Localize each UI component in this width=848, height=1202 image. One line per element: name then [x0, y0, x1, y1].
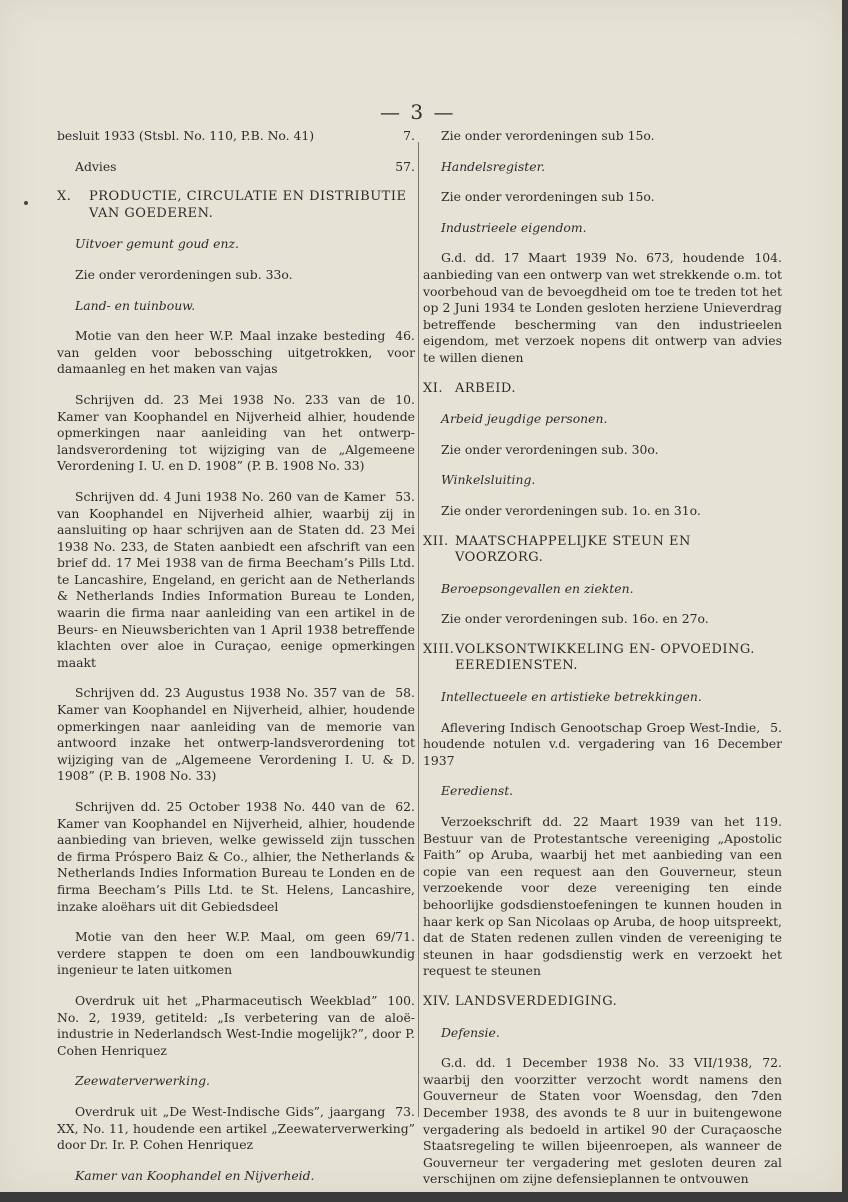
entry-text: Verzoekschrift dd. 22 Maart 1939 van het Bestuur van de Protestantsche vereeniging „Apostolic Faith” op Aruba, waarbij het met aanbieding van een copie van een request aan den Gouverneur, steun verzoekende voor deze vereeniging ten einde behoorlijke godsdienstoefeningen te kunnen houden in haar kerk op San Nicolaas op Aruba, de hoop uitspreekt, dat de Staten redenen zullen vinden de vereeniging te steunen in haar godsdienstig werk en verzoekt het request te steunen	[423, 814, 782, 979]
entry-text: Schrijven dd. 23 Mei 1938 No. 233 van de Kamer van Koophandel en Nijverheid alhier, houdende opmerkingen naar aanleiding van het ontwerp-landsverordening tot wijziging van de „Algemeene Verordening I. U. en D. 1908” (P. B. 1908 No. 33)	[57, 391, 415, 474]
entry	[423, 250, 782, 366]
entry-reference-number: 72.	[762, 1055, 782, 1071]
entry	[75, 159, 415, 176]
section-numeral: XI.	[423, 380, 444, 396]
subheading: Intellectueele en artistieke betrekkingen.	[441, 689, 702, 705]
entry-text: G.d. dd. 1 December 1938 No. 33 VII/1938, waarbij den voorzitter verzocht wordt namens den Gouverneur de Staten voor Woensdag, den 7den December 1938, des avonds te 8 uur in buitengewone vergadering als bedoeld in artikel 90 der Curaçaosche Staatsregeling te willen bijeenroepen, als wanneer de Gouverneur ter vergadering met gesloten deuren zal verschijnen om zijne defensieplannen te ontvouwen	[423, 1055, 782, 1187]
section-numeral: XII.	[423, 533, 449, 549]
entry	[57, 799, 415, 915]
subheading: Arbeid jeugdige personen.	[441, 411, 608, 427]
entry	[57, 328, 415, 378]
entry-text: Motie van den heer W.P. Maal, om geen verdere stappen te doen om een landbouwkundig ingenieur te laten uitkomen	[57, 929, 415, 978]
entry-text: Aflevering Indisch Genootschap Groep West-Indie, houdende notulen v.d. vergadering van 16 December 1937	[423, 719, 782, 768]
entry-text: Overdruk uit het „Pharmaceutisch Weekblad” No. 2, 1939, getiteld: „Is verbetering van de aloë-industrie in Nederlandsch West-Indie mogelijk?”, door P. Cohen Henriquez	[57, 992, 415, 1058]
entry	[423, 720, 782, 770]
entry	[441, 503, 782, 520]
entry	[441, 189, 782, 206]
entry-text: Overdruk uit „De West-Indische Gids”, jaargang XX, No. 11, houdende een artikel „Zeewaterverwerking” door Dr. Ir. P. Cohen Henriquez	[57, 1103, 415, 1153]
entry	[423, 1055, 782, 1188]
entry	[57, 685, 415, 785]
entry-text: Zie onder verordeningen sub. 33o.	[75, 266, 293, 282]
entry-reference-number: 53.	[395, 488, 415, 504]
subheading: Zeewaterverwerking.	[75, 1073, 210, 1089]
section-title: VOLKSONTWIKKELING EN- OPVOEDING. EEREDIENSTEN.	[455, 641, 755, 674]
section-title: MAATSCHAPPELIJKE STEUN EN VOORZORG.	[455, 533, 691, 566]
entry-reference-number: 100.	[387, 992, 415, 1008]
subheading: Winkelsluiting.	[441, 472, 536, 488]
entry-text: Schrijven dd. 4 Juni 1938 No. 260 van de Kamer van Koophandel en Nijverheid alhier, waarbij zij in aansluiting op haar schrijven aan de Staten dd. 23 Mei 1938 No. 233, de Staten aanbiedt een afschrift van een brief dd. 17 Mei 1938 van de firma Beecham’s Pills Ltd. te Lancashire, Engeland, en gericht aan de Netherlands & Netherlands Indies Information Bureau te Londen, waarin die firma naar aanleiding van een artikel in de Beurs- en Nieuwsberichten van 1 April 1938 betreffende klachten over aloe in Curaçao, eenige opmerkingen maakt	[57, 488, 415, 670]
entry-text: Motie van den heer W.P. Maal inzake besteding van gelden voor bebossching uitgetrokken, voor damaanleg en het maken van vajas	[57, 328, 415, 377]
entry	[75, 267, 415, 284]
entry-reference-number: 58.	[395, 685, 415, 701]
subheading: Uitvoer gemunt goud enz.	[75, 236, 239, 252]
section-numeral: XIII.	[423, 641, 455, 657]
subheading: Eeredienst.	[441, 783, 514, 799]
entry	[441, 442, 782, 459]
entry-text: Zie onder verordeningen sub. 30o.	[441, 441, 659, 457]
subheading: Defensie.	[441, 1024, 500, 1040]
section-heading	[423, 994, 782, 1011]
entry-text: Schrijven dd. 25 October 1938 No. 440 van de Kamer van Koophandel en Nijverheid, alhier, houdende aanbieding van brieven, welke gewisseld zijn tusschen de firma Próspero Baiz & Co., alhier, the Netherlands & Netherlands Indies Information Bureau te Londen en de firma Beecham’s Pills Ltd. te St. Helens, Lancashire, inzake aloëhars uit dit Gebiedsdeel	[57, 799, 415, 914]
section-title: PRODUCTIE, CIRCULATIE EN DISTRIBUTIE VAN GOEDEREN.	[89, 189, 407, 221]
entry-text: Zie onder verordeningen sub 15o.	[441, 189, 655, 205]
entry-reference-number: 10.	[395, 391, 415, 407]
column-divider	[418, 142, 419, 1117]
entry	[423, 814, 782, 980]
section-title: ARBEID.	[455, 380, 516, 396]
entry-reference-number: 104.	[754, 250, 782, 266]
left-column	[57, 128, 415, 1198]
entry-reference-number: 73.	[395, 1103, 415, 1119]
entry-text: Zie onder verordeningen sub. 16o. en 27o.	[441, 611, 709, 627]
section-heading	[423, 381, 782, 398]
margin-mark	[24, 201, 28, 205]
entry-reference-number: 5.	[770, 719, 782, 735]
subheading: Industrieele eigendom.	[441, 219, 587, 235]
section-numeral: XIV.	[423, 993, 451, 1009]
entry	[57, 392, 415, 475]
subheading: Beroepsongevallen en ziekten.	[441, 580, 634, 596]
entry-text: Zie onder verordeningen sub 15o.	[441, 128, 655, 143]
section-heading	[423, 642, 782, 675]
entry-reference-number: 69/71.	[375, 929, 415, 945]
subheading: Land- en tuinbouw.	[75, 297, 196, 313]
entry-text: besluit 1933 (Stsbl. No. 110, P.B. No. 41)	[57, 128, 315, 143]
entry	[57, 993, 415, 1059]
entry-text: Zie onder verordeningen sub. 1o. en 31o.	[441, 502, 701, 518]
subheading: Handelsregister.	[441, 158, 546, 174]
section-heading	[57, 189, 415, 222]
entry-reference-number: 119.	[754, 814, 782, 830]
entry-text: Schrijven dd. 23 Augustus 1938 No. 357 van de Kamer van Koophandel en Nijverheid, alhier, houdende opmerkingen naar aanleiding van de memorie van antwoord inzake het ontwerp-landsverordening tot wijziging van de „Algemeene Verordening I. U. & D. 1908” (P. B. 1908 No. 33)	[57, 685, 415, 784]
entry-text: Advies	[75, 158, 117, 174]
section-title: LANDSVERDEDIGING.	[455, 993, 618, 1009]
entry	[57, 929, 415, 979]
right-column	[423, 128, 782, 1202]
entry	[57, 489, 415, 672]
entry	[441, 128, 782, 145]
section-heading	[423, 534, 782, 567]
entry	[441, 611, 782, 628]
subheading: Kamer van Koophandel en Nijverheid.	[75, 1167, 315, 1183]
entry-reference-number: 46.	[395, 328, 415, 344]
entry-reference-number: 57.	[395, 158, 415, 174]
entry	[57, 1104, 415, 1154]
section-numeral: X.	[57, 189, 72, 205]
entry-reference-number: 62.	[395, 799, 415, 814]
entry	[57, 128, 415, 145]
entry-reference-number: 7.	[403, 128, 415, 143]
entry-text: G.d. dd. 17 Maart 1939 No. 673, houdende aanbieding van een ontwerp van wet strekkende o.m. tot voorbehoud van de bevoegdheid om toe te treden tot het op 2 Juni 1934 te Londen gesloten herziene Unieverdrag betreffende bescherming van den industrieelen eigendom, met verzoek nopens dit ontwerp van advies te willen dienen	[423, 250, 782, 365]
page-number: — 3 —	[380, 100, 456, 124]
